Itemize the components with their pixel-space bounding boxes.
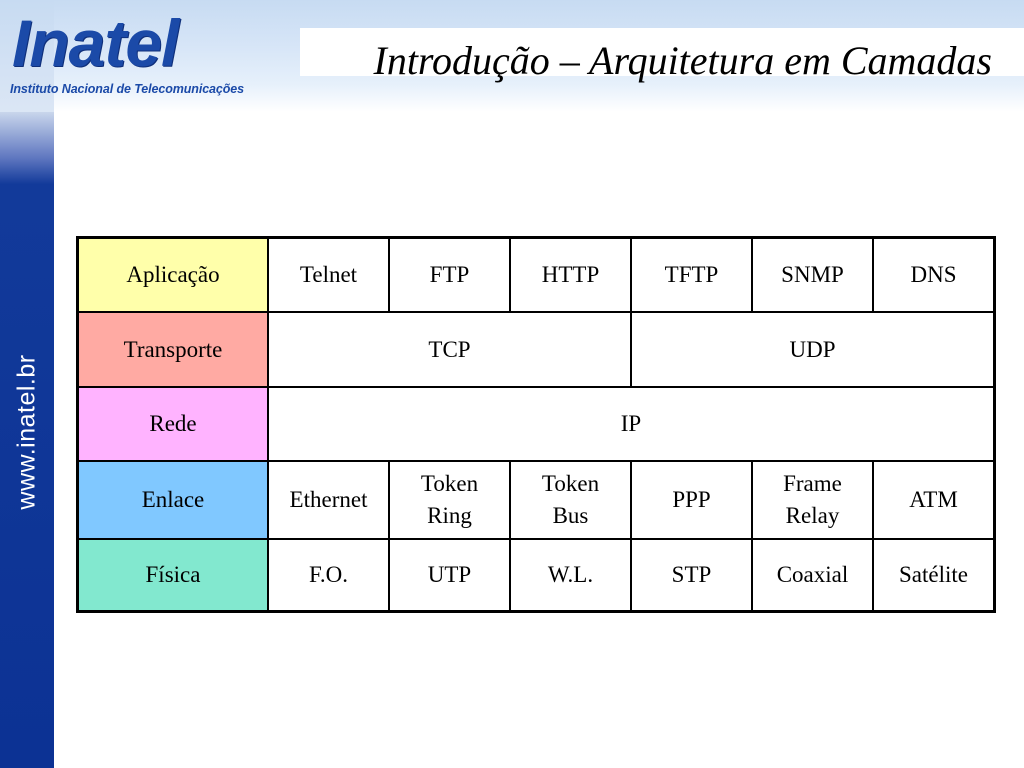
layer-cell-enlace: Enlace: [78, 461, 269, 539]
table-row-aplicacao: [78, 238, 995, 313]
sidebar-url[interactable]: www.inatel.br: [12, 354, 41, 510]
protocol-line: PPP: [672, 487, 711, 512]
protocol-cell: HTTP: [510, 238, 631, 313]
protocol-line: Bus: [552, 503, 589, 528]
protocol-cell: [268, 461, 389, 539]
table-row-transporte: [78, 312, 995, 387]
layer-cell-transporte: Transporte: [78, 312, 269, 387]
protocol-cell: SNMP: [752, 238, 873, 313]
logo-wordmark: Inatel: [12, 6, 179, 80]
table-row-enlace: [78, 461, 995, 539]
protocol-cell: F.O.: [268, 539, 389, 612]
layer-cell-fisica: Física: [78, 539, 269, 612]
table-row-fisica: [78, 539, 995, 612]
protocol-cell: DNS: [873, 238, 995, 313]
protocol-cell: TCP: [268, 312, 631, 387]
logo-subtitle: Instituto Nacional de Telecomunicações: [10, 82, 244, 96]
protocol-line: Token: [420, 471, 479, 496]
protocol-cell: [389, 461, 510, 539]
protocol-cell: [510, 461, 631, 539]
protocol-line: Token: [541, 471, 600, 496]
protocol-cell: [752, 461, 873, 539]
protocol-line: Ethernet: [289, 487, 368, 512]
protocol-line: Frame: [783, 471, 842, 496]
protocol-cell: Coaxial: [752, 539, 873, 612]
protocol-cell: [873, 461, 995, 539]
protocol-cell: W.L.: [510, 539, 631, 612]
protocol-cell: FTP: [389, 238, 510, 313]
protocol-cell: [631, 461, 752, 539]
protocol-cell: STP: [631, 539, 752, 612]
table-row-rede: [78, 387, 995, 461]
protocol-cell: Satélite: [873, 539, 995, 612]
protocol-line: Ring: [427, 503, 472, 528]
protocol-cell: UDP: [631, 312, 995, 387]
protocol-cell: TFTP: [631, 238, 752, 313]
protocol-line: ATM: [909, 487, 958, 512]
layer-cell-aplicacao: Aplicação: [78, 238, 269, 313]
page-title: Introdução – Arquitetura em Camadas: [373, 38, 992, 83]
layer-cell-rede: Rede: [78, 387, 269, 461]
protocol-cell: IP: [268, 387, 995, 461]
layers-table: [76, 236, 996, 613]
protocol-cell: UTP: [389, 539, 510, 612]
protocol-cell: Telnet: [268, 238, 389, 313]
protocol-line: Relay: [785, 503, 840, 528]
